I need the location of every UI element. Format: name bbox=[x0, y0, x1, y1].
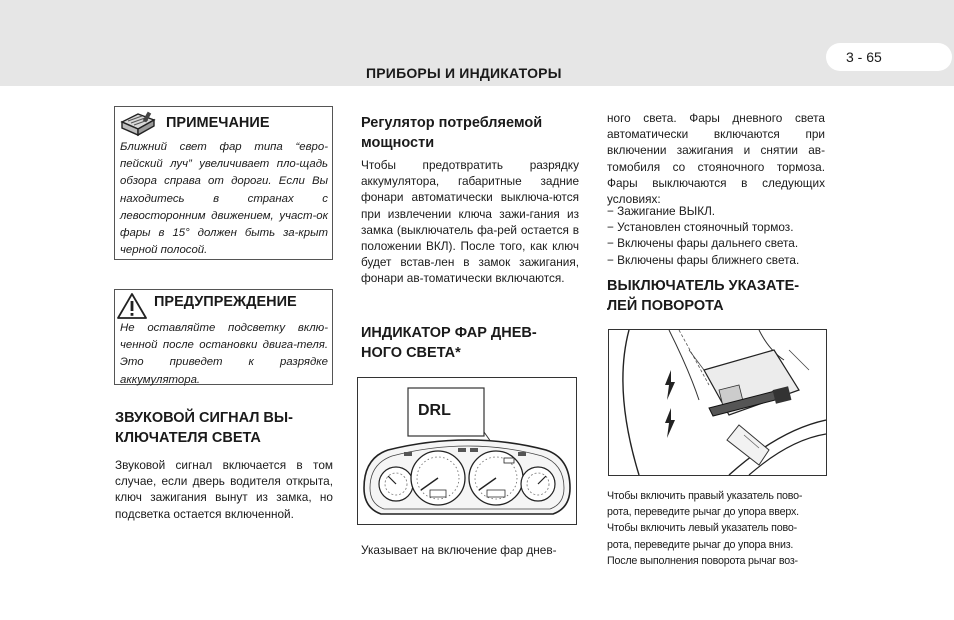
list-item: − Включены фары ближнего света. bbox=[607, 252, 800, 267]
note-title: ПРИМЕЧАНИЕ bbox=[166, 115, 270, 131]
list-item: − Зажигание ВЫКЛ. bbox=[607, 204, 716, 218]
drl-heading: ИНДИКАТОР ФАР ДНЕВ- НОГО СВЕТА* bbox=[361, 325, 537, 361]
note-text: Ближний свет фар типа “евро-пейский луч” увеличивает пло-щадь обзора справа от дороги. Если Вы находитесь в странах с левосторонним движением, участ-ок фары в 15° должен быть за-крыт черной полосой. bbox=[120, 141, 328, 257]
turn-heading: ВЫКЛЮЧАТЕЛЬ УКАЗАТЕ- ЛЕЙ ПОВОРОТА bbox=[607, 278, 800, 314]
warning-title: ПРЕДУПРЕЖДЕНИЕ bbox=[154, 294, 297, 310]
drl-caption: Указывает на включение фар днев- bbox=[361, 543, 557, 557]
page-number: 3 - 65 bbox=[826, 43, 952, 71]
section-title: ПРИБОРЫ И ИНДИКАТОРЫ bbox=[366, 65, 562, 81]
list-item: − Включены фары дальнего света. bbox=[607, 236, 799, 251]
instrument-cluster-drawing bbox=[358, 378, 576, 524]
turn-caption: Чтобы включить правый указатель пово- рота, переведите рычаг до упора вверх. Чтобы включить левый указатель пово- рота, переведите рычаг до упора вниз. После выполнения поворота рычаг воз- bbox=[607, 490, 803, 567]
warning-triangle-icon bbox=[116, 292, 148, 320]
note-book-icon bbox=[119, 110, 157, 138]
power-heading: Регулятор потребляемой мощности bbox=[361, 115, 543, 151]
drl-label: DRL bbox=[418, 402, 451, 419]
turn-signal-figure bbox=[608, 329, 827, 476]
warning-text: Не оставляйте подсветку вклю-ченной после остановки двига-теля. Это приведет к разрядке аккумулятора. bbox=[120, 322, 328, 386]
list-item: − Установлен стояночный тормоз. bbox=[607, 220, 794, 235]
power-text: Чтобы предотвратить разрядку аккумулятора, габаритные задние фонари автоматически выключа-ются при извлечении ключа зажи-гания из замка (выключатель фа-рей остается в положении ВКЛ). После того, как ключ будет встав-лен в замок зажигания, фонари ав-томатически включаются. bbox=[361, 158, 579, 286]
drl-continued-text: ного света. Фары дневного света автоматически включаются при включении зажигания и снятии ав-томобиля со стояночного тормоза. Фары выключаются в следующих условиях: bbox=[607, 111, 825, 207]
buzzer-text: Звуковой сигнал включается в том случае, если дверь водителя открыта, ключ зажигания вынут из замка, но подсветка остается включенной. bbox=[115, 458, 333, 521]
turn-signal-lever-drawing bbox=[609, 330, 826, 475]
buzzer-heading: ЗВУКОВОЙ СИГНАЛ ВЫ- КЛЮЧАТЕЛЯ СВЕТА bbox=[115, 410, 293, 446]
drl-conditions-list bbox=[607, 203, 827, 268]
drl-figure bbox=[357, 377, 577, 525]
